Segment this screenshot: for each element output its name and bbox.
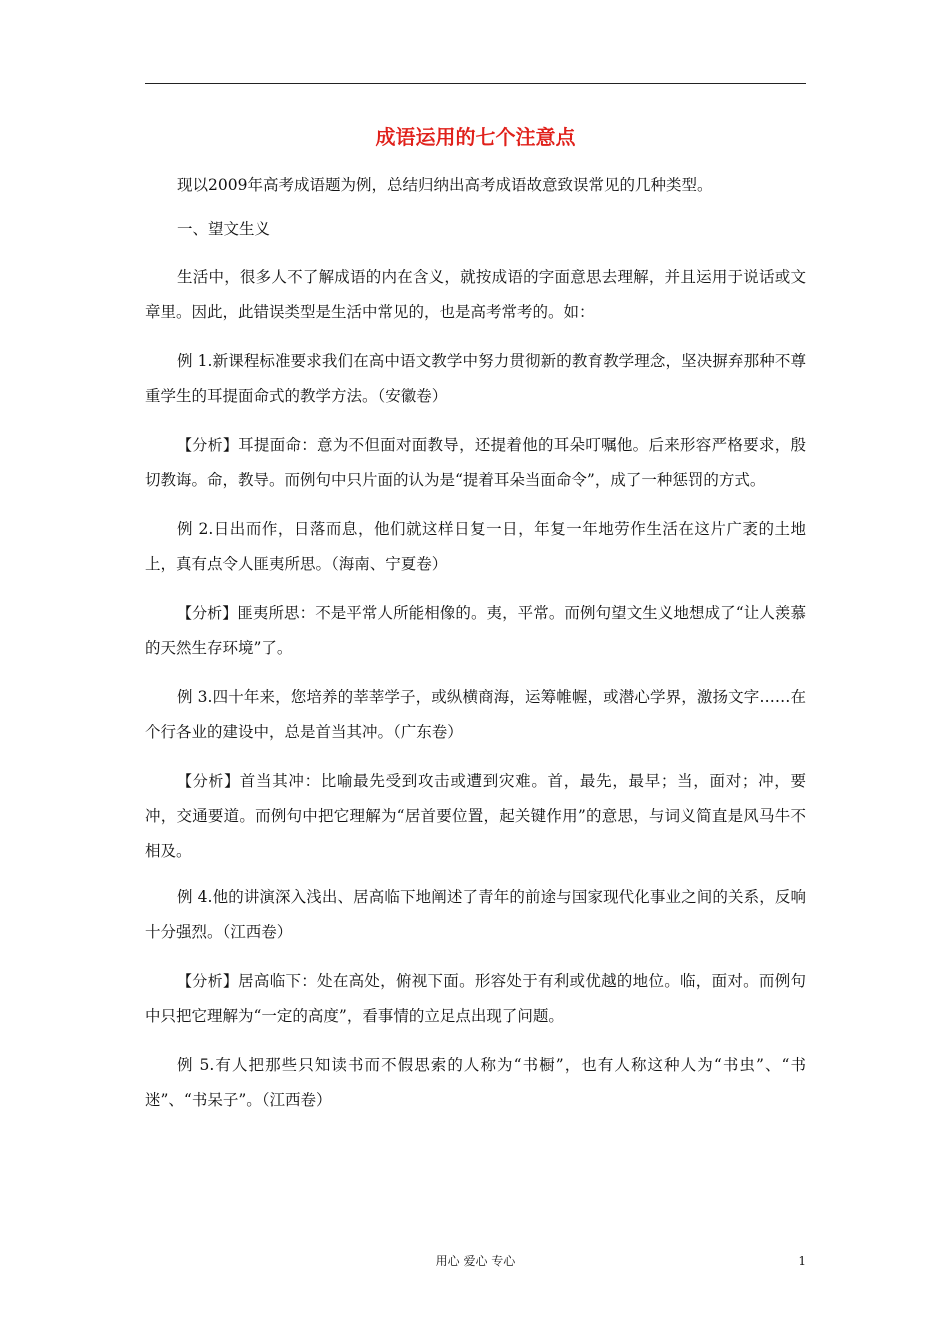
analysis-tag: 【分析】 [177,436,239,454]
example-4: 例 4.他的讲演深入浅出、居高临下地阐述了青年的前途与国家现代化事业之间的关系，反响十分强烈。（江西卷） [145,888,806,941]
analysis-text: 匪夷所思：不是平常人所能相像的。夷，平常。而例句望文生义地想成了“让人羡慕的天然生存环境”了。 [145,604,806,657]
analysis-text: 首当其冲：比喻最先受到攻击或遭到灾难。首，最先，最早；当，面对；冲，要冲，交通要道。而例句中把它理解为“居首要位置，起关键作用”的意思，与词义简直是风马牛不相及。 [145,772,806,860]
analysis-2 [145,596,806,666]
analysis-text: 居高临下：处在高处，俯视下面。形容处于有利或优越的地位。临，面对。而例句中只把它理解为“一定的高度”，看事情的立足点出现了问题。 [145,972,806,1025]
analysis-1 [145,428,806,498]
example-1: 例 1.新课程标准要求我们在高中语文教学中努力贯彻新的教育教学理念，坚决摒弃那种不尊重学生的耳提面命式的教学方法。（安徽卷） [145,352,806,405]
page-number: 1 [798,1254,806,1268]
analysis-tag: 【分析】 [177,604,238,622]
analysis-tag: 【分析】 [177,972,239,990]
header-rule [145,83,806,84]
example-5: 例 5.有人把那些只知读书而不假思索的人称为“书橱”，也有人称这种人为“书虫”、“书迷”、“书呆子”。（江西卷） [145,1056,806,1109]
footer-motto: 用心 爱心 专心 [435,1254,516,1268]
section-description: 生活中，很多人不了解成语的内在含义，就按成语的字面意思去理解，并且运用于说话或文章里。因此，此错误类型是生活中常见的，也是高考常考的。如： [145,268,806,321]
section-heading: 一、望文生义 [177,220,271,238]
analysis-4 [145,964,806,1034]
analysis-3 [145,764,806,869]
intro-paragraph: 现以2009年高考成语题为例，总结归纳出高考成语故意致误常见的几种类型。 [177,176,713,194]
analysis-text: 耳提面命：意为不但面对面教导，还提着他的耳朵叮嘱他。后来形容严格要求，殷切教诲。命，教导。而例句中只片面的认为是“提着耳朵当面命令”，成了一种惩罚的方式。 [145,436,806,489]
example-2: 例 2.日出而作，日落而息，他们就这样日复一日，年复一年地劳作生活在这片广袤的土地上，真有点令人匪夷所思。（海南、宁夏卷） [145,520,806,573]
analysis-tag: 【分析】 [177,772,240,790]
page-title: 成语运用的七个注意点 [375,125,576,149]
example-3: 例 3.四十年来，您培养的莘莘学子，或纵横商海，运筹帷幄，或潜心学界，激扬文字……在个行各业的建设中，总是首当其冲。（广东卷） [145,688,806,741]
